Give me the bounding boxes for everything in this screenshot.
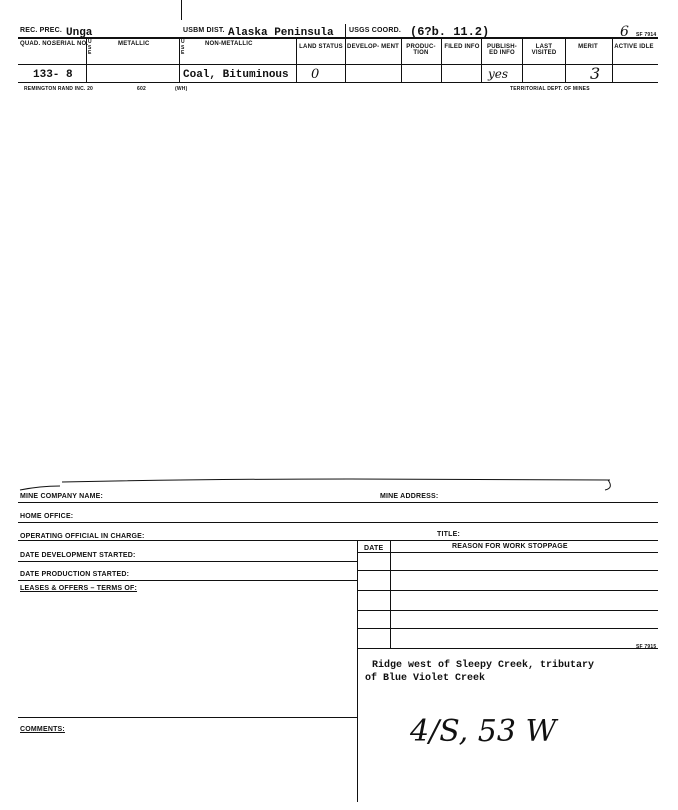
col-divider [522,38,523,82]
dept-imprint: TERRITORIAL DEPT. OF MINES [510,86,590,92]
col-divider [441,38,442,82]
row-rule [18,522,658,523]
col-divider [612,38,613,82]
date-development-label: DATE DEVELOPMENT STARTED: [20,552,136,559]
operating-official-label: OPERATING OFFICIAL IN CHARGE: [20,533,145,540]
metallic-label: METALLIC [118,41,150,47]
top-tick-mark [181,0,182,20]
mine-address-label: MINE ADDRESS: [380,493,439,500]
title-label: TITLE: [437,531,460,538]
row-rule [18,82,658,83]
row-rule [358,552,658,553]
printer-imprint: REMINGTON RAND INC. 20 [24,86,94,92]
land-status-label: LAND STATUS [299,44,343,50]
col-divider [481,38,482,82]
imprint-code: (WH) [175,86,188,92]
location-text-line2: of Blue Violet Creek [365,673,486,684]
quad-serial-value: 133- 8 [33,69,73,81]
rec-prec-value: Unga [66,27,93,39]
subheader-rule [18,64,658,65]
published-info-label: PUBLISH- ED INFO [487,44,517,56]
comments-label: COMMENTS: [20,726,65,733]
use-right-label: U S E [181,39,185,56]
rec-prec-label: REC. PREC. [20,27,63,34]
production-label: PRODUC- TION [406,44,436,56]
quad-no-label: QUAD. NO. [20,41,54,47]
col-divider [296,38,297,82]
row-rule [358,648,658,649]
col-divider [357,540,358,802]
non-metallic-label: NON-METALLIC [205,41,253,47]
serial-no-label: SERIAL NO. [52,41,89,47]
card-number-value: 6 [620,24,629,40]
col-divider [401,38,402,82]
handwritten-coordinates: 4/S, 53 W [410,714,557,749]
row-rule [358,590,658,591]
col-divider [86,38,87,82]
imprint-code: 602 [137,86,146,92]
header-rule [18,37,658,39]
row-rule [18,540,658,541]
usgs-coord-value: (6?b. 11.2) [410,25,490,39]
row-rule [358,628,658,629]
col-divider [565,38,566,82]
reason-stoppage-header: REASON FOR WORK STOPPAGE [452,543,568,550]
row-rule [18,580,358,581]
col-divider [390,540,391,648]
use-left-label: U S E [88,39,92,56]
leases-offers-label: LEASES & OFFERS – TERMS OF: [20,585,138,592]
col-divider [345,24,346,82]
filed-info-label: FILED INFO [444,44,480,50]
usgs-coord-label: USGS COORD. [349,27,401,34]
row-rule [18,502,658,503]
merit-value: 3 [590,64,601,83]
row-rule [358,610,658,611]
published-info-value: yes [488,67,509,81]
development-label: DEVELOP- MENT [347,44,399,50]
bottom-form-number: SF 7915 [636,644,657,650]
non-metallic-value: Coal, Bituminous [183,69,289,81]
date-header: DATE [364,545,384,552]
row-rule [358,570,658,571]
top-form-number: SF 7914 [636,32,657,38]
row-rule [18,561,358,562]
mine-company-name-label: MINE COMPANY NAME: [20,493,104,500]
last-visited-label: LAST VISITED [531,44,557,56]
usbm-dist-value: Alaska Peninsula [228,27,334,39]
active-idle-label: ACTIVE IDLE [614,44,654,50]
home-office-label: HOME OFFICE: [20,513,74,520]
col-divider [179,38,180,82]
usbm-dist-label: USBM DIST. [183,27,225,34]
merit-label: MERIT [578,44,598,50]
location-text-line1: Ridge west of Sleepy Creek, tributary [372,660,595,671]
row-rule [18,717,358,718]
land-status-value: 0 [311,67,320,82]
date-production-label: DATE PRODUCTION STARTED: [20,571,130,578]
